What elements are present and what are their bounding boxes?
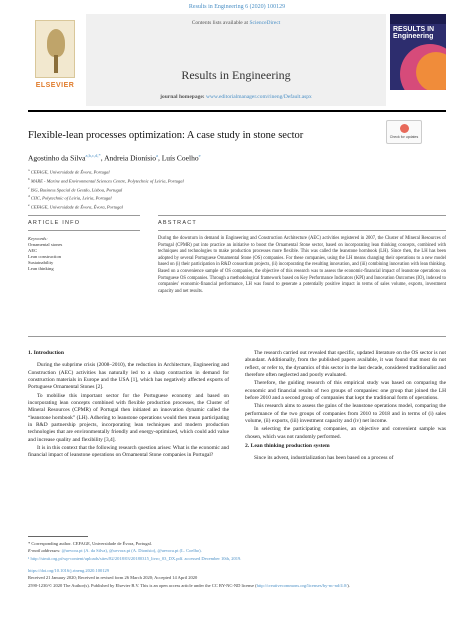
body-paragraph: This research aims to assess the gains of the leanstone operations model, comparing the performance of the two groups of companies from 2010 to 2018 and in terms of (i) sales volume, (ii) exports, (iii) investment capacity and (iv) net income. xyxy=(245,403,446,425)
journal-header xyxy=(28,14,446,106)
affiliation xyxy=(28,202,388,211)
journal-cover-thumbnail[interactable] xyxy=(390,14,446,90)
keyword: Lean thinking xyxy=(28,266,54,272)
journal-banner xyxy=(86,14,386,106)
keywords-block xyxy=(28,236,138,273)
keyword: Lean construction xyxy=(28,254,62,260)
copyright-text: 2590-1230/© 2020 The Author(s). Published by Elsevier B.V. This is an open access article under the CC BY-NC-ND license ( xyxy=(28,582,257,588)
abstract-text: During the downturn in demand in Engineering and Construction Architecture (AEC) activities registered in 2007, the Cluster of Mineral Resources of Portugal (CPMR) put into practice an initiative to boost the Ornamental Stone sector, based on incorporating lean thinking concepts, combined with techniques and technologies to make production processes more flexible. This was called the leanstone hornbook (LH). Since then, the LH has been adopted by several Portuguese Ornamental Stone (OS) companies. For these companies, using the LH means changing their operations to a new model based on (i) their participation in R&D consortium projects, (ii) incorporating the resulting innovation, and (iii) combining innovation with lean thinking. Based on a convenience sample of OS companies, the objective of this research was to assess the economic-financial impact of leanstone operations on Portuguese OS companies. Through a methodological framework based on Key Performance Indicators (KPI) and Innovation Outcomes (IO), indexed to companies' economic-financial performance, LH was found to generate a potentially positive impact in terms of sales volume, exports, investment capacity and net results. xyxy=(158,236,446,294)
journal-name: Results in Engineering xyxy=(181,68,291,82)
body-paragraph: To mobilise this important sector for the Portuguese economy and based on incorporating lean concepts combined with flexible production processes, the Cluster of Mineral Resources (CPMR) of Portugal then initiated an innovation dynamic called the “leanstone hornbook” (LH). Adhering to leanstone operations would then mean participating in R&D partnership projects, incorporating lean techniques and modern production technologies that are environmentally friendly and energy-optimized, which could add value and increase quality and flexibility [3,4]. xyxy=(28,392,229,443)
doi-link[interactable]: https://doi.org/10.1016/j.rineng.2020.100129 xyxy=(28,568,110,573)
header-divider xyxy=(28,110,446,112)
cover-title-line2: Engineering xyxy=(393,33,434,40)
section-heading-introduction: 1. Introduction xyxy=(28,350,64,356)
author-marks[interactable]: e xyxy=(198,153,201,158)
body-paragraph: Since its advent, industrialization has been based on a process of xyxy=(254,455,394,462)
publication-info xyxy=(28,567,448,589)
author-marks[interactable]: a xyxy=(155,153,158,158)
article-info-label: ARTICLE INFO xyxy=(28,220,81,226)
affiliation-mark: d xyxy=(28,194,30,199)
affiliation xyxy=(28,185,388,194)
affiliation xyxy=(28,167,388,176)
keyword: Sustainability xyxy=(28,260,54,266)
affiliation-text: CEFAGE, Universidade de Évora, Évora, Portugal xyxy=(30,204,123,210)
author-list: Agostinho da Silva$^{a,b,c,d,*}$, Andreia Dionísio$^a$, Luís Coelho$^e$ xyxy=(28,153,201,163)
article-info-rule-bottom xyxy=(28,230,140,231)
cover-top-band xyxy=(390,14,446,24)
body-column-left xyxy=(28,350,229,461)
journal-homepage-link[interactable]: www.editorialmanager.com/rineng/Default.aspx xyxy=(206,94,312,100)
contents-line xyxy=(86,20,386,26)
body-paragraph: The research carried out revealed that specific, updated literature on the OS sector is not abundant. Additionally, from the published papers available, it was found that most do not reflect, or refer to, the dynamics of this sector in the last decade, considered traditionalist and therefore often neglected and poorly evaluated. xyxy=(245,350,446,379)
body-paragraph: It is in this context that the following research question arises: What is the economic and financial impact of leanstone operations on Ornamental Stone companies in Portugal? xyxy=(28,445,229,459)
article-info-rule-top xyxy=(28,215,140,216)
keyword: AEC xyxy=(28,248,38,254)
abstract-rule-bottom xyxy=(158,230,446,231)
author-name[interactable]: Andreia Dionísio xyxy=(104,153,156,163)
author-name[interactable]: Luís Coelho xyxy=(161,153,199,163)
elsevier-logo[interactable] xyxy=(28,20,82,94)
cover-graphic-accent xyxy=(416,52,446,90)
homepage-line xyxy=(86,94,386,100)
affiliation xyxy=(28,176,388,185)
copyright-suffix: ). xyxy=(347,582,350,588)
elsevier-tree-icon xyxy=(35,20,75,78)
author-name[interactable]: Agostinho da Silva xyxy=(28,153,86,163)
keywords-title: Keywords: xyxy=(28,236,48,241)
affiliation xyxy=(28,193,388,202)
affiliation-text: CEFAGE, Universidade de Évora, Portugal xyxy=(30,169,110,175)
cover-title-line1: RESULTS IN xyxy=(393,26,435,33)
affiliation-list xyxy=(28,167,388,211)
article-dates: Received 21 January 2020; Received in revised form 26 March 2020; Accepted 14 April 2020 xyxy=(28,575,198,581)
corresponding-author-note: * Corresponding author. CEFAGE, Universidade de Évora, Portugal. xyxy=(28,541,153,546)
email-prefix: E-mail addresses: xyxy=(28,548,61,554)
affiliation-text: CIIC, Polytechnic of Leiria, Leiria, Portugal xyxy=(30,195,112,201)
body-paragraph: In selecting the participating companies, an objective and convenient sample was chosen, which was not randomly performed. xyxy=(245,426,446,440)
author-marks[interactable]: a,b,c,d,* xyxy=(85,153,101,158)
article-title: Flexible-lean processes optimization: A case study in stone sector xyxy=(28,130,304,141)
abstract-label: ABSTRACT xyxy=(158,220,197,226)
check-for-updates-label: Check for updates xyxy=(389,135,419,139)
cover-title xyxy=(393,26,434,40)
check-for-updates-icon xyxy=(400,124,409,133)
copyright-line xyxy=(28,582,448,589)
sciencedirect-link[interactable]: ScienceDirect xyxy=(249,20,281,26)
affiliation-mark: a xyxy=(28,168,30,172)
journal-reference[interactable]: Results in Engineering 6 (2020) 100129 xyxy=(188,4,286,10)
check-for-updates-badge[interactable] xyxy=(386,120,422,144)
email-line xyxy=(28,547,368,554)
homepage-prefix: journal homepage: xyxy=(160,94,205,100)
body-column-right xyxy=(245,350,446,464)
affiliation-mark: e xyxy=(28,203,30,208)
abstract-rule-top xyxy=(158,215,446,216)
affiliation-text: ISG, Business Spacial de Gestão, Lisboa, Portugal xyxy=(30,187,123,193)
section-heading-lean-thinking: 2. Lean thinking production system xyxy=(245,443,330,450)
contents-prefix: Contents lists available at xyxy=(191,20,249,26)
footnote-rule xyxy=(28,536,88,537)
keyword: Ornamental stones xyxy=(28,242,63,248)
body-paragraph: During the subprime crisis (2008–2010), the reduction in Architecture, Engineering and Construction (AEC) activities has naturally led to a sharp contraction in demand for construction materials in Europe and the USA [1], which has negatively affected exports of Portuguese Ornamental Stones [2]. xyxy=(28,362,229,391)
footnotes xyxy=(28,540,368,562)
body-paragraph: Therefore, the guiding research of this empirical study was based on comparing the economic and financial results of two groups of companies: one group that joined the LH before 2010 and a second group of companies that kept the traditional form of operations. xyxy=(245,380,446,402)
footnote-link[interactable]: ¹ http://simit.org.pt/wp-content/uploads/sites/82/2018/03/20180315_livro_03_DX.pdf. accessed December 10th, 2019. xyxy=(28,555,242,561)
license-link[interactable]: http://creativecommons.org/licenses/by-nc-nd/4.0/ xyxy=(256,582,348,588)
affiliation-text: MARE - Marine and Environmental Sciences Centre, Polytechnic of Leiria, Portugal xyxy=(30,178,184,184)
affiliation-mark: b xyxy=(28,176,30,181)
affiliation-mark: c xyxy=(28,185,30,190)
publisher-logo-text: ELSEVIER xyxy=(35,82,75,89)
abstract-divider xyxy=(28,336,446,337)
email-addresses[interactable]: @uevora.pt (A. da Silva), @uevora.pt (A. Dionísio), @uevora.pt (L. Coelho). xyxy=(61,548,202,554)
